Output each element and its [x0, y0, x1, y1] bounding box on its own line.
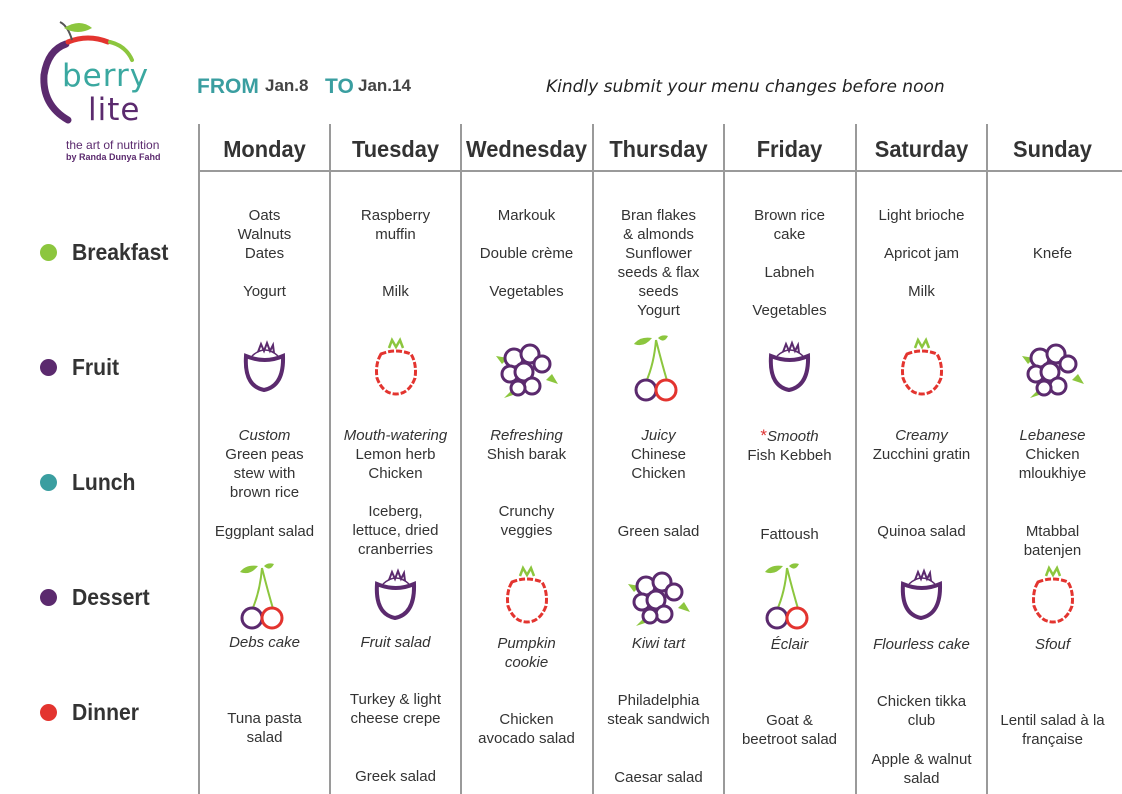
- lunch-side-line: lettuce, dried: [352, 522, 439, 539]
- menu-line: [330, 244, 461, 263]
- menu-line: Goat &: [766, 712, 813, 729]
- lunch-cell-sunday: [987, 426, 1118, 483]
- lunch-main: Shish barak: [486, 446, 567, 463]
- dessert-dot: [40, 589, 57, 606]
- dessert-cell-saturday: [856, 635, 987, 654]
- menu-line: Knefe: [1032, 245, 1073, 262]
- dessert-cherry-icon: [755, 562, 825, 632]
- menu-line: cookie: [504, 654, 549, 671]
- lunch-side-saturday: [856, 522, 987, 541]
- day-header-thursday: Thursday: [609, 136, 708, 162]
- lunch-main: Fish Kebbeh: [747, 447, 832, 464]
- row-lunch-text: Lunch: [72, 468, 136, 495]
- from-label: FROM: [197, 75, 259, 98]
- menu-line: Kiwi tart: [631, 635, 686, 652]
- lunch-main: Lemon herb: [355, 446, 436, 463]
- dessert-cell-wednesday: [461, 634, 592, 672]
- lunch-side-wednesday: [461, 502, 592, 540]
- menu-line: Apple & walnut: [871, 751, 972, 768]
- dinner-cell-wednesday: [461, 710, 592, 748]
- menu-line: [856, 263, 987, 282]
- row-dessert-text: Dessert: [72, 583, 150, 610]
- menu-line: Vegetables: [752, 302, 827, 319]
- menu-line: Milk: [382, 283, 409, 300]
- lunch-side-line: Green salad: [617, 523, 700, 540]
- lunch-side-line: Iceberg,: [368, 503, 423, 520]
- menu-line: Turkey & light: [349, 691, 442, 708]
- menu-line: Milk: [908, 283, 935, 300]
- to-date: Jan.14: [358, 76, 411, 95]
- fruit-blueberry-icon: [755, 334, 825, 404]
- lunch-cell-tuesday: [330, 426, 461, 483]
- fruit-blueberry-icon: [230, 334, 300, 404]
- lunch-tag: [461, 426, 592, 445]
- menu-line: Sfouf: [1034, 636, 1071, 653]
- menu-line: [724, 282, 855, 301]
- fruit-cherry-icon: [624, 334, 694, 404]
- lunch-main: Zucchini gratin: [872, 446, 971, 463]
- day-header-monday: Monday: [223, 136, 306, 162]
- dessert-cell-thursday: [593, 634, 724, 653]
- menu-line: beetroot salad: [741, 731, 838, 748]
- menu-line: avocado salad: [478, 730, 575, 747]
- menu-line: [724, 244, 855, 263]
- menu-line: Yogurt: [637, 302, 680, 319]
- lunch-main: mloukhiye: [1018, 465, 1087, 482]
- row-label-breakfast: [40, 237, 177, 267]
- fruit-raspberry-icon: [887, 334, 957, 404]
- menu-line: [461, 263, 592, 282]
- lunch-dot: [40, 474, 57, 491]
- menu-line: [856, 225, 987, 244]
- day-header-tuesday: Tuesday: [351, 136, 440, 162]
- menu-line: & almonds: [623, 226, 694, 243]
- lunch-cell-thursday: [593, 426, 724, 483]
- breakfast-cell-tuesday: [330, 206, 461, 301]
- menu-line: française: [1022, 731, 1083, 748]
- breakfast-cell-saturday: [856, 206, 987, 301]
- menu-line: seeds: [638, 283, 679, 300]
- lunch-tag-text: Lebanese: [1019, 427, 1086, 444]
- lunch-tag: [987, 426, 1118, 445]
- fruit-blackberries-icon: [492, 334, 562, 404]
- row-fruit-text: Fruit: [72, 353, 120, 380]
- menu-line: muffin: [375, 226, 416, 243]
- fruit-blackberries-icon: [1018, 334, 1088, 404]
- day-header-wednesday: Wednesday: [465, 136, 588, 162]
- menu-line: Caesar salad: [614, 769, 703, 786]
- menu-line: [987, 225, 1118, 244]
- row-breakfast-text: Breakfast: [72, 238, 169, 265]
- lunch-side-line: Quinoa salad: [877, 523, 966, 540]
- row-label-lunch: [40, 467, 141, 497]
- breakfast-cell-monday: [199, 206, 330, 301]
- menu-line: cake: [773, 226, 806, 243]
- menu-line: Dates: [244, 245, 285, 262]
- day-header-sunday: Sunday: [1013, 136, 1092, 162]
- breakfast-dot: [40, 244, 57, 261]
- lunch-side-tuesday: [330, 502, 461, 559]
- lunch-main: stew with: [233, 465, 296, 482]
- lunch-cell-friday: [724, 426, 855, 465]
- menu-line: [199, 263, 330, 282]
- lunch-side-sunday: [987, 522, 1118, 560]
- dessert-cell-sunday: [987, 635, 1118, 654]
- menu-line: Brown rice: [754, 207, 825, 224]
- lunch-side-line: Fattoush: [760, 526, 819, 543]
- menu-line: club: [907, 712, 936, 729]
- dessert-raspberry-icon: [1018, 562, 1088, 632]
- lunch-side-line: Crunchy: [498, 503, 555, 520]
- lunch-cell-wednesday: [461, 426, 592, 464]
- menu-line: Greek salad: [355, 768, 436, 785]
- menu-line: Vegetables: [489, 283, 564, 300]
- menu-line: Tuna pasta: [227, 710, 302, 727]
- dinner-cell-thursday: [593, 691, 724, 729]
- menu-line: Oats: [248, 207, 281, 224]
- lunch-tag-text: Juicy: [641, 427, 676, 444]
- menu-line: salad: [903, 770, 940, 787]
- menu-line: [461, 225, 592, 244]
- dessert-cell-tuesday: [330, 633, 461, 652]
- dinner-cell-sunday: [987, 711, 1118, 749]
- lunch-side-line: Mtabbal: [1025, 523, 1080, 540]
- brand-name-bottom: lite: [88, 92, 141, 128]
- breakfast-cell-thursday: [593, 206, 724, 320]
- header-divider: [198, 170, 1122, 172]
- lunch-tag: [856, 426, 987, 445]
- menu-line: Sunflower: [625, 245, 692, 262]
- breakfast-cell-friday: [724, 206, 855, 320]
- dinner-cell-friday: [724, 711, 855, 749]
- fruit-raspberry-icon: [361, 334, 431, 404]
- row-label-dessert: [40, 582, 156, 612]
- menu-line: salad: [246, 729, 283, 746]
- menu-line: Bran flakes: [620, 207, 697, 224]
- lunch-main: Chicken: [368, 465, 423, 482]
- submit-notice: Kindly submit your menu changes before noon: [546, 77, 945, 97]
- lunch-cell-saturday: [856, 426, 987, 464]
- menu-line: Philadelphia: [617, 692, 700, 709]
- dinner-cell-saturday: [856, 692, 987, 730]
- lunch-main: Chinese: [630, 446, 687, 463]
- from-date: Jan.8: [265, 76, 309, 95]
- menu-line: Lentil salad à la: [1000, 712, 1105, 729]
- lunch-side-line: cranberries: [357, 541, 434, 558]
- dinner-side-saturday: [856, 750, 987, 788]
- dessert-blueberry-icon: [887, 562, 957, 632]
- lunch-side-line: batenjen: [1023, 542, 1082, 559]
- lunch-tag-text: Creamy: [895, 427, 948, 444]
- lunch-cell-monday: [199, 426, 330, 502]
- menu-line: Raspberry: [360, 207, 431, 224]
- breakfast-cell-sunday: [987, 206, 1118, 263]
- breakfast-cell-wednesday: [461, 206, 592, 301]
- lunch-star: *: [760, 426, 767, 445]
- menu-line: [330, 263, 461, 282]
- menu-line: Labneh: [764, 264, 815, 281]
- lunch-side-monday: [199, 522, 330, 541]
- menu-line: Flourless cake: [873, 636, 970, 653]
- brand-byline: by Randa Dunya Fahd: [66, 152, 161, 162]
- lunch-side-thursday: [593, 522, 724, 541]
- menu-line: Pumpkin: [497, 635, 556, 652]
- lunch-main: Green peas: [225, 446, 304, 463]
- lunch-tag-text: Custom: [238, 427, 291, 444]
- row-label-fruit: [40, 352, 123, 382]
- dinner-dot: [40, 704, 57, 721]
- menu-line: seeds & flax: [617, 264, 700, 281]
- lunch-main: brown rice: [229, 484, 300, 501]
- lunch-tag: [593, 426, 724, 445]
- menu-line: Fruit salad: [360, 634, 431, 651]
- dinner-cell-monday: [199, 709, 330, 747]
- dessert-cell-friday: [724, 635, 855, 654]
- menu-line: [987, 206, 1118, 225]
- row-dinner-text: Dinner: [72, 698, 140, 725]
- lunch-side-line: Eggplant salad: [214, 523, 315, 540]
- dinner-cell-tuesday: [330, 690, 461, 728]
- menu-line: Apricot jam: [883, 245, 960, 262]
- menu-line: Double crème: [479, 245, 574, 262]
- lunch-tag-text: Smooth: [766, 428, 819, 445]
- dessert-blueberry-icon: [361, 562, 431, 632]
- menu-line: Chicken: [499, 711, 554, 728]
- lunch-tag: [199, 426, 330, 445]
- menu-line: Markouk: [497, 207, 556, 224]
- dessert-cherry-icon: [230, 562, 300, 632]
- lunch-tag: [724, 426, 855, 446]
- menu-line: cheese crepe: [350, 710, 441, 727]
- dinner-side-thursday: [593, 768, 724, 787]
- dessert-blackberries-icon: [624, 562, 694, 632]
- lunch-side-friday: [724, 525, 855, 544]
- menu-line: Yogurt: [243, 283, 286, 300]
- menu-line: Walnuts: [237, 226, 292, 243]
- dessert-cell-monday: [199, 633, 330, 652]
- lunch-main: Chicken: [1025, 446, 1080, 463]
- day-header-saturday: Saturday: [874, 136, 969, 162]
- lunch-tag-text: Refreshing: [490, 427, 563, 444]
- lunch-tag: [330, 426, 461, 445]
- to-label: TO: [325, 75, 354, 98]
- row-label-dinner: [40, 697, 145, 727]
- menu-line: Éclair: [770, 636, 809, 653]
- dinner-side-tuesday: [330, 767, 461, 786]
- menu-line: Debs cake: [229, 634, 300, 651]
- fruit-dot: [40, 359, 57, 376]
- dessert-raspberry-icon: [492, 562, 562, 632]
- menu-line: Light brioche: [878, 207, 965, 224]
- lunch-tag-text: Mouth-watering: [343, 427, 448, 444]
- menu-line: Chicken tikka: [876, 693, 967, 710]
- lunch-main: Chicken: [631, 465, 686, 482]
- menu-line: steak sandwich: [607, 711, 710, 728]
- lunch-side-line: veggies: [500, 522, 553, 539]
- brand-name-top: berry: [62, 58, 150, 94]
- day-header-friday: Friday: [756, 136, 823, 162]
- brand-tagline: the art of nutrition: [66, 138, 160, 152]
